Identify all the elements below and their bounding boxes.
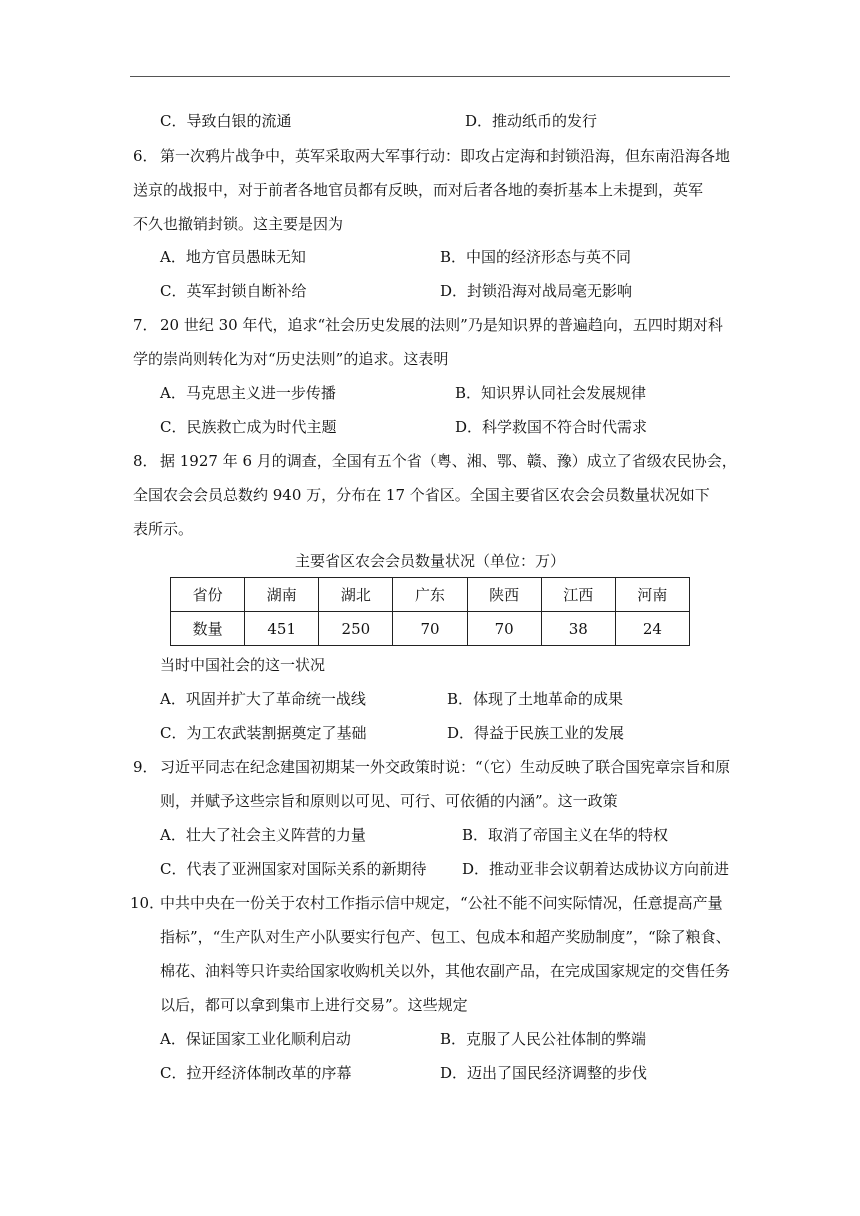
table-cell: 河南 [615, 578, 689, 612]
table-cell: 70 [393, 612, 467, 646]
q9-option-d: D．推动亚非会议朝着达成协议方向前进 [462, 860, 730, 878]
table-cell: 广东 [393, 578, 467, 612]
header-rule [130, 76, 730, 77]
table-cell: 451 [245, 612, 319, 646]
q7-option-d: D．科学救国不符合时代需求 [455, 418, 648, 436]
q10-option-a: A．保证国家工业化顺利启动 [160, 1030, 351, 1048]
q10-stem-line-1: 中共中央在一份关于农村工作指示信中规定，“公社不能不问实际情况，任意提高产量 [160, 894, 723, 912]
q9-option-b: B．取消了帝国主义在华的特权 [462, 826, 669, 844]
table-cell: 江西 [541, 578, 615, 612]
q10-stem-line-2: 指标”，“生产队对生产小队要实行包产、包工、包成本和超产奖励制度”，“除了粮食、 [160, 928, 731, 946]
q6-stem-line-2: 送京的战报中，对于前者各地官员都有反映，而对后者各地的奏折基本上未提到，英军 [133, 181, 704, 199]
q10-option-d: D．迈出了国民经济调整的步伐 [440, 1064, 648, 1082]
membership-table [170, 577, 690, 646]
q8-option-b: B．体现了土地革命的成果 [447, 690, 624, 708]
q8-option-a: A．巩固并扩大了革命统一战线 [160, 690, 366, 708]
q8-tail-question: 当时中国社会的这一状况 [160, 656, 326, 674]
q7-option-a: A．马克思主义进一步传播 [160, 384, 336, 402]
table-cell: 陕西 [467, 578, 541, 612]
q9-stem-line-1: 习近平同志在纪念建国初期某一外交政策时说：“（它）生动反映了联合国宪章宗旨和原 [160, 758, 731, 776]
q5-option-c: C．导致白银的流通 [160, 112, 292, 130]
table-cell: 38 [541, 612, 615, 646]
q10-stem-line-3: 棉花、油料等只许卖给国家收购机关以外，其他农副产品，在完成国家规定的交售任务 [160, 962, 731, 980]
q7-option-c: C．民族救亡成为时代主题 [160, 418, 337, 436]
q9-option-c: C．代表了亚洲国家对国际关系的新期待 [160, 860, 427, 878]
table-cell: 湖南 [245, 578, 319, 612]
table-cell: 湖北 [319, 578, 393, 612]
table-cell: 24 [615, 612, 689, 646]
table-header-row [171, 578, 690, 612]
table-cell: 省份 [171, 578, 245, 612]
q9-number: 9． [133, 758, 158, 776]
q10-number: 10． [130, 894, 165, 912]
table-cell: 数量 [171, 612, 245, 646]
q8-number: 8． [133, 452, 158, 470]
table-cell: 70 [467, 612, 541, 646]
q8-option-d: D．得益于民族工业的发展 [447, 724, 625, 742]
q6-option-c: C．英军封锁自断补给 [160, 282, 307, 300]
q8-stem-line-2: 全国农会会员总数约 940 万，分布在 17 个省区。全国主要省区农会会员数量状况如下 [133, 486, 710, 504]
table-row [171, 612, 690, 646]
q7-option-b: B．知识界认同社会发展规律 [455, 384, 647, 402]
q8-stem-line-3: 表所示。 [133, 520, 194, 538]
q6-stem-line-1: 第一次鸦片战争中，英军采取两大军事行动：即攻占定海和封锁沿海，但东南沿海各地 [160, 147, 731, 165]
q10-option-c: C．拉开经济体制改革的序幕 [160, 1064, 352, 1082]
q6-option-d: D．封锁沿海对战局毫无影响 [440, 282, 633, 300]
q10-option-b: B．克服了人民公社体制的弊端 [440, 1030, 647, 1048]
q7-stem-line-1: 20 世纪 30 年代，追求“社会历史发展的法则”乃是知识界的普遍趋向，五四时期对科 [160, 316, 723, 334]
q5-option-d: D．推动纸币的发行 [465, 112, 598, 130]
q8-stem-line-1: 据 1927 年 6 月的调查，全国有五个省（粤、湘、鄂、赣、豫）成立了省级农民协会， [160, 452, 737, 470]
q9-option-a: A．壮大了社会主义阵营的力量 [160, 826, 366, 844]
q6-stem-line-3: 不久也撤销封锁。这主要是因为 [133, 215, 344, 233]
q7-stem-line-2: 学的崇尚则转化为对“历史法则”的追求。这表明 [133, 350, 449, 368]
q6-number: 6． [133, 147, 158, 165]
q8-option-c: C．为工农武装割据奠定了基础 [160, 724, 367, 742]
q7-number: 7． [133, 316, 158, 334]
table-caption: 主要省区农会会员数量状况（单位：万） [294, 552, 565, 570]
q9-stem-line-2: 则，并赋予这些宗旨和原则以可见、可行、可依循的内涵”。这一政策 [160, 792, 618, 810]
q6-option-b: B．中国的经济形态与英不同 [440, 248, 632, 266]
q10-stem-line-4: 以后，都可以拿到集市上进行交易”。这些规定 [160, 996, 468, 1014]
table-cell: 250 [319, 612, 393, 646]
q6-option-a: A．地方官员愚昧无知 [160, 248, 306, 266]
